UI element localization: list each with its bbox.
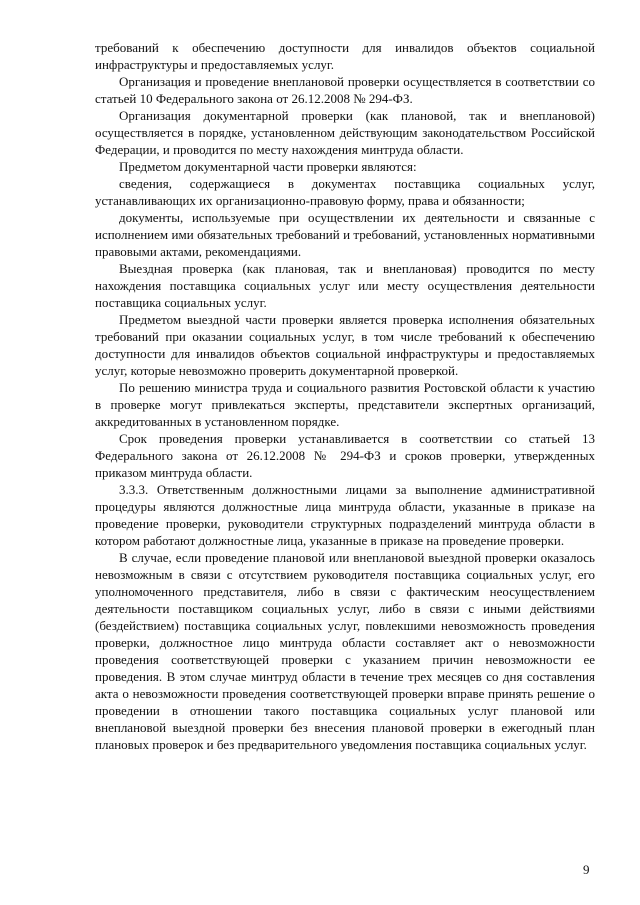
- paragraph-section-3-3-3: 3.3.3. Ответственным должностными лицами за выполнение административной процедуры являются должностные лица минтруда области, указанные в приказе на проведение проверки, руководители структурных подразделений минтруда области в котором работают должностные лица, указанные в приказе на проведение проверки.: [95, 482, 595, 548]
- paragraph-documents-used: документы, используемые при осуществлении их деятельности и связанные с исполнением ими обязательных требований и требований, установленных нормативными правовыми актами, рекомендациями.: [95, 210, 595, 259]
- paragraph-inspection-term: Срок проведения проверки устанавливается в соответствии со статьей 13 Федерального закона от 26.12.2008 № 294-ФЗ и сроков проверки, утвержденных приказом минтруда области.: [95, 431, 595, 480]
- paragraph-continuation: требований к обеспечению доступности для инвалидов объектов социальной инфраструктуры и предоставляемых услуг.: [95, 40, 595, 72]
- paragraph-experts: По решению министра труда и социального развития Ростовской области к участию в проверке могут привлекаться эксперты, представители экспертных организаций, аккредитованных в установленном порядке.: [95, 380, 595, 429]
- paragraph-documents-info: сведения, содержащиеся в документах поставщика социальных услуг, устанавливающих их организационно-правовую форму, права и обязанности;: [95, 176, 595, 208]
- paragraph-unscheduled-inspection: Организация и проведение внеплановой проверки осуществляется в соответствии со статьей 10 Федерального закона от 26.12.2008 № 294-ФЗ.: [95, 74, 595, 106]
- page-number: 9: [583, 862, 590, 877]
- paragraph-inspection-impossible: В случае, если проведение плановой или внеплановой выездной проверки оказалось невозможным в связи с отсутствием руководителя поставщика социальных услуг, его уполномоченного представителя, либо в связи с фактическим неосуществлением деятельности поставщиком социальных услуг, либо в связи с иными действиями (бездействием) поставщика социальных услуг, повлекшими невозможность проведения проверки, должностное лицо минтруда области составляет акт о невозможности проведения соответствующей проверки с указанием причин невозможности ее проведения. В этом случае минтруд области в течение трех месяцев со дня составления акта о невозможности проведения соответствующей проверки вправе принять решение о проведении в отношении такого поставщика социальных услуг плановой или внеплановой выездной проверки без внесения плановой проверки в ежегодный план плановых проверок и без предварительного уведомления поставщика социальных услуг.: [95, 550, 595, 752]
- document-body: [95, 39, 595, 753]
- paragraph-documentary-subject: Предметом документарной части проверки являются:: [119, 159, 417, 174]
- paragraph-onsite-inspection: Выездная проверка (как плановая, так и внеплановая) проводится по месту нахождения поставщика социальных услуг или месту осуществления деятельности поставщика социальных услуг.: [95, 261, 595, 310]
- paragraph-onsite-subject: Предметом выездной части проверки является проверка исполнения обязательных требований при оказании социальных услуг, в том числе требований к обеспечению доступности для инвалидов объектов социальной инфраструктуры и предоставляемых услуг, которые невозможно проверить документарной проверкой.: [95, 312, 595, 378]
- paragraph-documentary-inspection: Организация документарной проверки (как плановой, так и внеплановой) осуществляется в порядке, установленном действующим законодательством Российской Федерации, и проводится по месту нахождения минтруда области.: [95, 108, 595, 157]
